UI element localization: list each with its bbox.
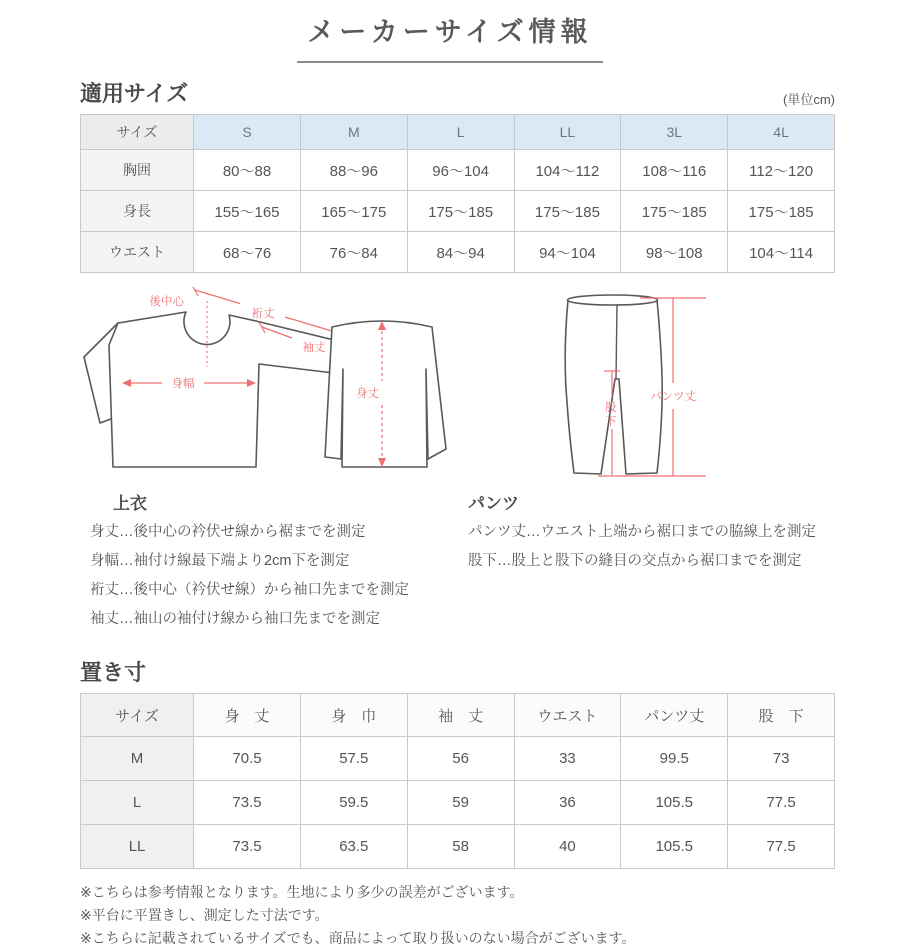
table-cell: 88～96	[300, 150, 407, 191]
table-cell: 80～88	[194, 150, 301, 191]
table-cell: 84～94	[407, 232, 514, 273]
pants-length-label: パンツ丈	[650, 391, 696, 403]
column-header: 袖 丈	[407, 694, 514, 737]
table-cell: 108～116	[621, 150, 728, 191]
table-cell: 175～185	[514, 191, 621, 232]
description-line: 股下…股上と股下の縫目の交点から裾口までを測定	[468, 553, 802, 569]
column-header: 身 丈	[194, 694, 301, 737]
measurement-diagram	[80, 287, 835, 487]
table-cell: 58	[407, 825, 514, 869]
page-header	[0, 8, 900, 63]
row-header: LL	[81, 825, 194, 869]
table-cell: 77.5	[728, 781, 835, 825]
unit-note: (単位cm)	[783, 92, 835, 107]
footnote: ※こちらは参考情報となります。生地により多少の誤差がございます。	[80, 884, 524, 900]
row-header: M	[81, 737, 194, 781]
table-cell: 175～185	[407, 191, 514, 232]
pants-diagram	[565, 295, 706, 476]
table-cell: 33	[514, 737, 621, 781]
sleeve-length-label: 袖丈	[302, 342, 326, 354]
table-row	[81, 737, 835, 781]
row-header: 身長	[81, 191, 194, 232]
apply-size-table	[80, 114, 835, 273]
table-cell: 76～84	[300, 232, 407, 273]
row-header: 胸囲	[81, 150, 194, 191]
column-header: サイズ	[81, 694, 194, 737]
column-header: 身 巾	[300, 694, 407, 737]
row-header: L	[81, 781, 194, 825]
table-row	[81, 825, 835, 869]
description-line: 身丈…後中心の衿伏せ線から裾までを測定	[90, 524, 366, 540]
table-cell: 73.5	[194, 781, 301, 825]
page-title: メーカーサイズ情報	[297, 8, 602, 63]
column-header: LL	[514, 115, 621, 150]
table-cell: 175～185	[621, 191, 728, 232]
content	[80, 77, 835, 950]
footnote: ※平台に平置きし、測定した寸法です。	[80, 907, 329, 924]
measurement-diagram-svg	[80, 287, 835, 487]
apply-size-section-header	[80, 77, 835, 108]
body-width-label: 身幅	[171, 378, 195, 390]
pants-heading: パンツ	[468, 494, 519, 513]
table-cell: 59.5	[300, 781, 407, 825]
tops-back-diagram	[325, 321, 446, 467]
table-cell: 155～165	[194, 191, 301, 232]
body-length-label: 身丈	[356, 388, 379, 400]
measurement-descriptions	[80, 489, 835, 634]
table-cell: 165～175	[300, 191, 407, 232]
table-cell: 59	[407, 781, 514, 825]
flat-size-table	[80, 693, 835, 869]
yuki-length-label: 裄丈	[251, 308, 275, 320]
table-cell: 112～120	[728, 150, 835, 191]
table-cell: 57.5	[300, 737, 407, 781]
table-cell: 73.5	[194, 825, 301, 869]
footnote: ※こちらに記載されているサイズでも、商品によって取り扱いのない場合がございます。	[80, 930, 636, 947]
column-header: ウエスト	[514, 694, 621, 737]
tops-descriptions	[80, 489, 468, 634]
table-cell: 94～104	[514, 232, 621, 273]
column-header: サイズ	[81, 115, 194, 150]
table-cell: 70.5	[194, 737, 301, 781]
table-header-row	[81, 694, 835, 737]
description-line: 裄丈…後中心（衿伏せ線）から袖口先までを測定	[90, 582, 409, 598]
table-header-row	[81, 115, 835, 150]
table-cell: 63.5	[300, 825, 407, 869]
table-cell: 56	[407, 737, 514, 781]
tops-heading: 上衣	[113, 494, 147, 513]
table-cell: 68～76	[194, 232, 301, 273]
table-row	[81, 781, 835, 825]
description-line: 身幅…袖付け線最下端より2cm下を測定	[90, 553, 350, 569]
pants-descriptions	[468, 489, 835, 634]
column-header: L	[407, 115, 514, 150]
table-cell: 105.5	[621, 781, 728, 825]
table-cell: 104～114	[728, 232, 835, 273]
table-row	[81, 191, 835, 232]
table-cell: 40	[514, 825, 621, 869]
table-cell: 175～185	[728, 191, 835, 232]
footnotes	[80, 881, 835, 950]
column-header: M	[300, 115, 407, 150]
table-cell: 98～108	[621, 232, 728, 273]
table-cell: 104～112	[514, 150, 621, 191]
inseam-label-top: 股	[605, 402, 617, 414]
column-header: S	[194, 115, 301, 150]
table-cell: 73	[728, 737, 835, 781]
column-header: 4L	[728, 115, 835, 150]
table-cell: 99.5	[621, 737, 728, 781]
description-line: パンツ丈…ウエスト上端から裾口までの脇線上を測定	[468, 524, 816, 540]
apply-size-heading: 適用サイズ	[80, 81, 189, 106]
row-header: ウエスト	[81, 232, 194, 273]
table-cell: 77.5	[728, 825, 835, 869]
back-center-label: 後中心	[149, 296, 184, 308]
column-header: パンツ丈	[621, 694, 728, 737]
inseam-label-bottom: 下	[605, 416, 617, 428]
table-cell: 36	[514, 781, 621, 825]
column-header: 3L	[621, 115, 728, 150]
table-row	[81, 150, 835, 191]
column-header: 股 下	[728, 694, 835, 737]
description-line: 袖丈…袖山の袖付け線から袖口先までを測定	[90, 611, 380, 627]
table-row	[81, 232, 835, 273]
flat-size-heading: 置き寸	[80, 660, 147, 685]
table-cell: 96～104	[407, 150, 514, 191]
table-cell: 105.5	[621, 825, 728, 869]
